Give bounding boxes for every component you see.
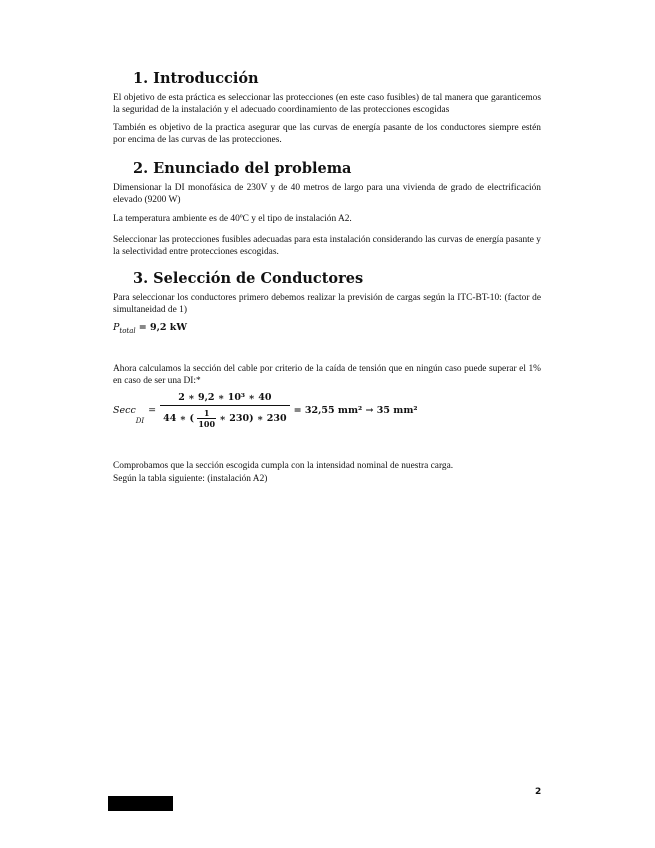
section-heading-introduccion: 1. Introducción: [133, 70, 259, 87]
secc-denominator: [160, 405, 289, 429]
ptotal-subscript: total: [119, 326, 136, 335]
secc-inner-den: 100: [198, 418, 216, 429]
enunciado-paragraph-3: Seleccionar las protecciones fusibles adecuadas para esta instalación considerando las curvas de energía pasante y la selectividad entre protecciones escogidas.: [113, 235, 541, 257]
enunciado-paragraph-1: Dimensionar la DI monofásica de 230V y de 40 metros de largo para una vivienda de grado de electrificación elevado (9200 W): [113, 183, 541, 205]
seleccion-intro: Para seleccionar los conductores primero debemos realizar la previsión de cargas según la ITC-BT-10: (factor de simultaneidad de 1): [113, 293, 541, 315]
secc-result: = 32,55 mm² → 35 mm²: [293, 404, 418, 416]
secc-den-post: ∗ 230) ∗ 230: [219, 412, 287, 424]
secc-equation: Secc DI = 2 ∗ 9,2 ∗ 10³ ∗ 40 44 ∗ ( $\frac{1}{100}$ ∗ 230) ∗ 230 = 32,55 mm² → 35 mm²: [113, 391, 418, 429]
ptotal-equation: [113, 322, 541, 335]
enunciado-paragraph-2: La temperatura ambiente es de 40ºC y el tipo de instalación A2.: [113, 213, 352, 224]
section-heading-enunciado: 2. Enunciado del problema: [133, 160, 352, 178]
secc-fraction: [160, 392, 289, 429]
seleccion-paragraph-2: Ahora calculamos la sección del cable por criterio de la caída de tensión que en ningún caso puede superar el 1% en caso de ser una DI:*: [113, 364, 541, 387]
secc-den-pre: 44 ∗ (: [163, 412, 195, 424]
secc-symbol: Secc: [113, 404, 136, 416]
ptotal-value: = 9,2 kW: [138, 321, 188, 333]
secc-numerator: 2 ∗ 9,2 ∗ 10³ ∗ 40: [178, 391, 272, 403]
closing-line-2: Según la tabla siguiente: (instalación A2): [113, 474, 268, 485]
section-heading-seleccion: 3. Selección de Conductores: [133, 270, 364, 288]
secc-den-inner-fraction: [197, 408, 216, 429]
footer-bar: [108, 796, 173, 811]
secc-subscript: DI: [135, 416, 145, 425]
intro-paragraph-1: El objetivo de esta práctica es seleccionar las protecciones (en este caso fusibles) de tal manera que garanticemos la seguridad de la instalación y el adecuado coordinamiento de las protecciones escogidas: [113, 93, 541, 115]
intro-paragraph-2: También es objetivo de la practica asegurar que las curvas de energía pasante de los conductores siempre estén por encima de las curvas de las protecciones.: [113, 123, 541, 145]
closing-line-1: Comprobamos que la sección escogida cumpla con la intensidad nominal de nuestra carga.: [113, 460, 454, 471]
ptotal-symbol: P: [113, 321, 120, 333]
page-content: [113, 70, 541, 493]
secc-inner-num: 1: [203, 407, 210, 418]
page-number: 2: [535, 787, 542, 797]
